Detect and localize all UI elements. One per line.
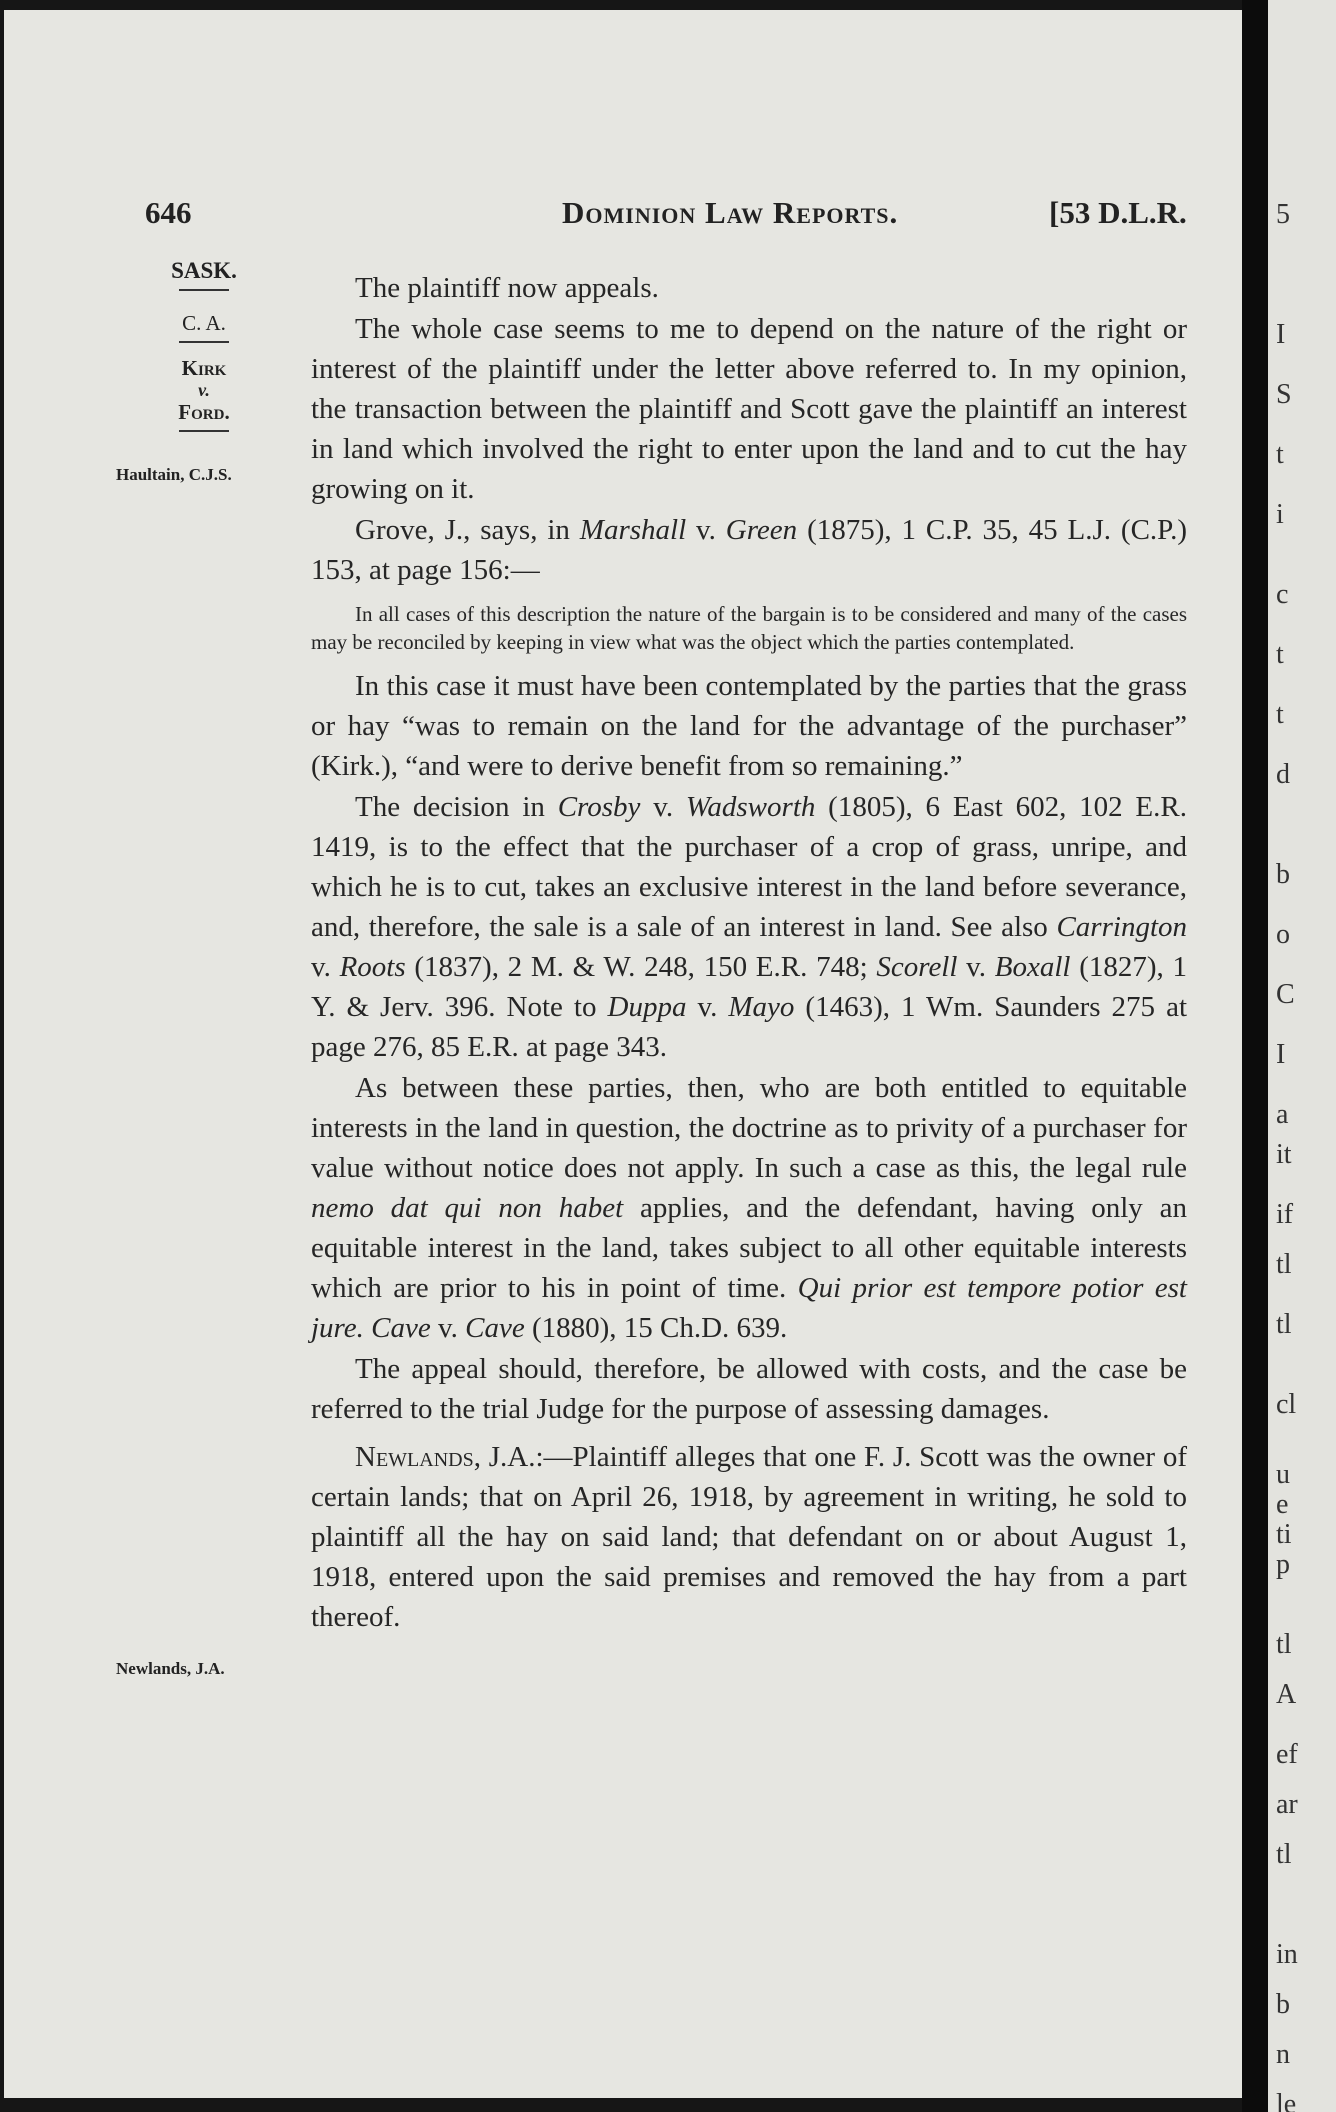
facing-page-fragment: a [1276,1099,1289,1130]
facing-page-fragment: it [1276,1139,1292,1170]
case-name: Mayo [728,991,795,1023]
facing-page-fragment: o [1276,919,1290,950]
latin-maxim: nemo dat qui non habet [311,1192,624,1224]
facing-page-fragment: I [1276,1039,1286,1070]
divider [179,289,229,291]
book-page [4,10,1242,2098]
divider [179,341,229,343]
facing-page-fragment: t [1276,639,1284,670]
facing-page-fragment: C [1276,979,1295,1010]
paragraph: The plaintiff now appeals. [355,272,659,304]
facing-page-fragment: u [1276,1459,1290,1490]
facing-page-fragment: p [1276,1549,1290,1580]
facing-page-fragment: in [1276,1939,1298,1970]
facing-page-fragment: t [1276,439,1284,470]
body-text [311,268,1187,1637]
facing-page-fragment: le [1276,2089,1297,2112]
case-name: Roots [339,951,406,983]
facing-page-fragment: S [1276,379,1292,410]
paragraph: The decision in Crosby v. Wadsworth (1805), 6 East 602, 102 E.R. 1419, is to the effect that the purchaser of a crop of grass, unripe, and which he is to cut, takes an exclusive interest in the land before severance, and, therefore, the sale is a sale of an interest in land. See also Carrington v. Roots (1837), 2 M. & W. 248, 150 E.R. 748; Scorell v. Boxall (1827), 1 Y. & Jerv. 396. Note to Duppa v. Mayo (1463), 1 Wm. Saunders 275 at page 276, 85 E.R. at page 343. [311,791,1187,1063]
case-name: Scorell [876,951,958,983]
case-name: Cave [465,1312,525,1344]
facing-page-fragment: e [1276,1489,1289,1520]
paragraph: Newlands, J.A.:—Plaintiff alleges that one F. J. Scott was the owner of certain lands; that on April 26, 1918, by agreement in writing, he sold to plaintiff all the hay on said land; that defendant on or about August 1, 1918, entered upon the said premises and removed the hay from a part thereof. [311,1441,1188,1633]
volume-reference: [53 D.L.R. [1049,195,1187,230]
case-name: Marshall [579,514,687,546]
page-number: 646 [145,195,192,230]
facing-page-fragment: b [1276,1989,1290,2020]
facing-page-fragment: tl [1276,1309,1292,1340]
facing-page-fragment: if [1276,1199,1294,1230]
facing-page-fragment: I [1276,319,1286,350]
facing-page-fragment: ti [1276,1519,1292,1550]
facing-page-fragment: i [1276,499,1284,530]
facing-page-fragment: n [1276,2039,1290,2070]
case-versus: v. [198,380,210,400]
facing-page-fragment: d [1276,759,1290,790]
margin-judge-second: Newlands, J.A. [116,1659,225,1678]
facing-page-fragment: ef [1276,1739,1298,1770]
margin-court [114,310,294,350]
paragraph: In this case it must have been contemplated by the parties that the grass or hay “was to remain on the land for the advantage of the purchaser” (Kirk.), “and were to derive benefit from so remaining.” [311,670,1187,782]
facing-page-fragment: A [1276,1679,1297,1710]
paragraph: The appeal should, therefore, be allowed with costs, and the case be referred to the trial Judge for the purpose of assessing damages. [311,1353,1187,1425]
court-label: C. A. [182,311,226,335]
case-name: Boxall [994,951,1071,983]
province-label: SASK. [171,258,237,283]
running-title: Dominion Law Reports. [562,195,899,230]
judge-name: Newlands, J.A. [355,1441,536,1473]
paragraph: The whole case seems to me to depend on the nature of the right or interest of the plaintiff under the letter above referred to. In my opinion, the transaction between the plaintiff and Scott gave the plaintiff an interest in land which involved the right to enter upon the land and to cut the hay growing on it. [311,313,1187,505]
facing-page-fragment: t [1276,699,1284,730]
case-name: Duppa [607,991,687,1023]
facing-page-fragment: b [1276,859,1290,890]
margin-case-name [114,355,294,439]
case-name: Carrington [1056,911,1187,943]
facing-page-fragment: 5 [1276,199,1290,230]
book-gutter [1242,0,1268,2112]
case-name: Crosby [557,791,641,823]
facing-page-fragment: tl [1276,1249,1292,1280]
facing-page-fragment: c [1276,579,1289,610]
case-name: Cave [371,1312,431,1344]
case-name: Green [725,514,798,546]
case-name: Wadsworth [685,791,816,823]
facing-page-fragment: tl [1276,1839,1292,1870]
margin-province [114,258,294,298]
facing-page-fragment: ar [1276,1789,1298,1820]
paragraph: Grove, J., says, in Marshall v. Green (1875), 1 C.P. 35, 45 L.J. (C.P.) 153, at page 156:— [311,514,1187,586]
paragraph: As between these parties, then, who are both entitled to equitable interests in the land in question, the doctrine as to privity of a purchaser for value without notice does not apply. In such a case as this, the legal rule nemo dat qui non habet applies, and the defendant, having only an equitable interest in the land, takes subject to all other equitable interests which are prior to his in point of time. Qui prior est tempore potior est jure. Cave v. Cave (1880), 15 Ch.D. 639. [311,1072,1187,1344]
margin-judge-first: Haultain, C.J.S. [116,465,232,484]
facing-page-fragment: cl [1276,1389,1297,1420]
divider [179,430,229,432]
case-plaintiff: Kirk [181,356,227,380]
case-defendant: Ford. [178,400,230,424]
facing-page-edge [1268,0,1336,2112]
block-quote: In all cases of this description the nature of the bargain is to be considered and many of the cases may be reconciled by keeping in view what was the object which the parties contemplated. [311,602,1187,654]
latin-maxim: Qui prior est tempore potior est jure. [311,1272,1187,1344]
facing-page-fragment: tl [1276,1629,1292,1660]
